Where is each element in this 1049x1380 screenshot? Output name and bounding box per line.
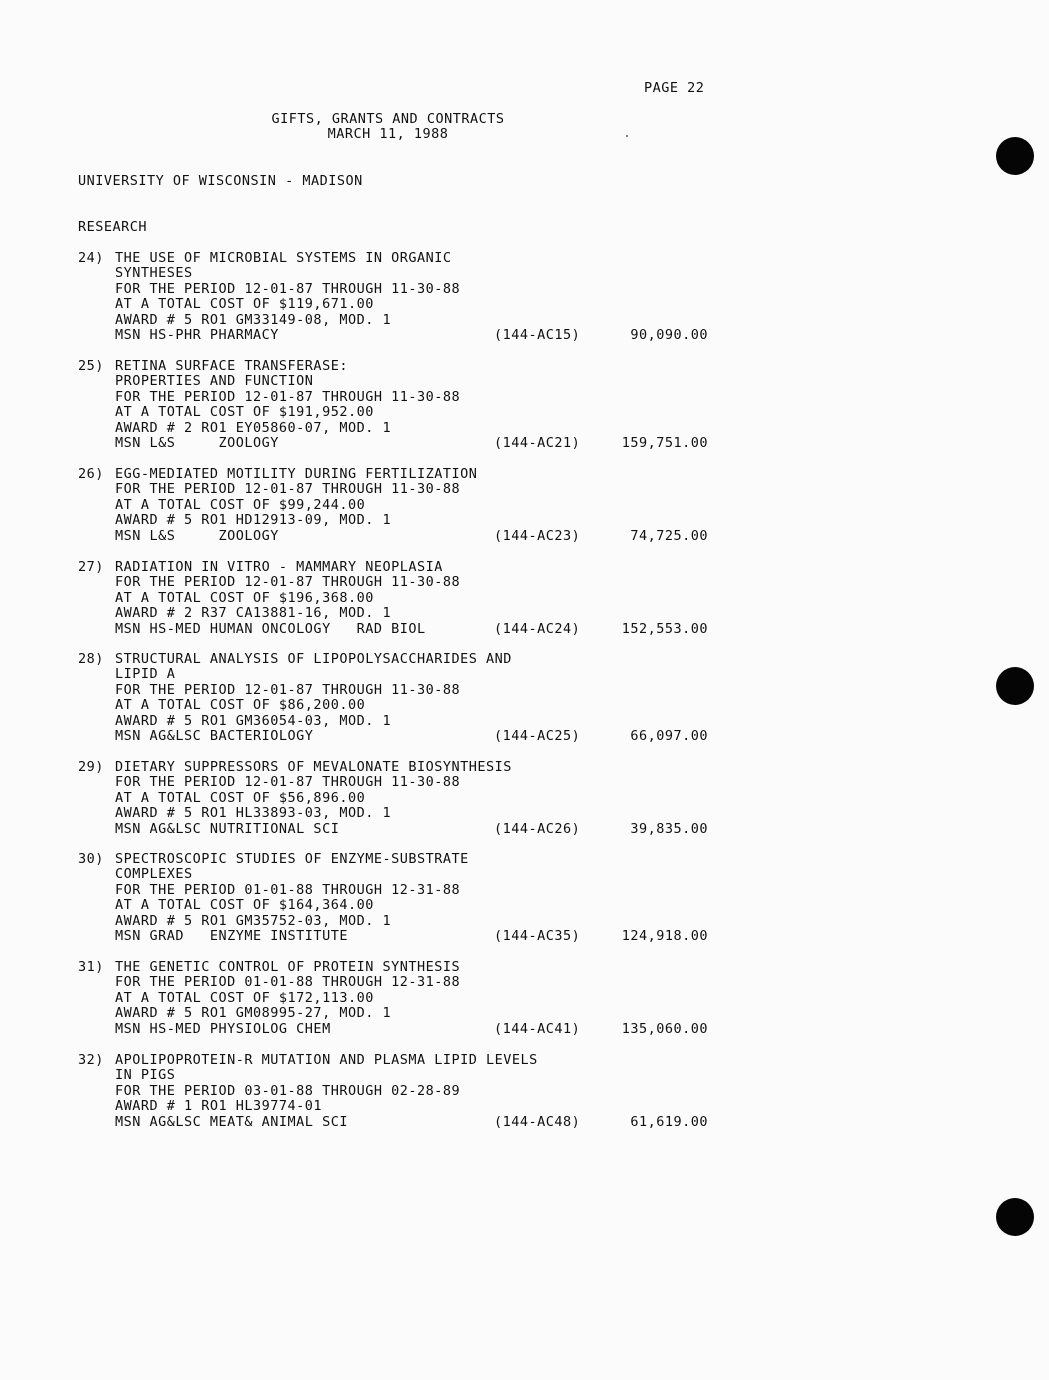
entry-account: (144-AC21) [494, 434, 581, 451]
entry-line [78, 1053, 718, 1068]
section-heading: RESEARCH [78, 219, 148, 235]
entry-line [78, 867, 718, 882]
entry-line [78, 513, 718, 528]
entry-amount: 124,918.00 [621, 927, 708, 944]
entry-title: SPECTROSCOPIC STUDIES OF ENZYME-SUBSTRATE [115, 851, 469, 867]
grant-entry [78, 560, 718, 637]
paper-speck [626, 135, 628, 137]
entry-amount: 159,751.00 [621, 434, 708, 451]
grant-entry [78, 359, 718, 451]
entry-total-cost: AT A TOTAL COST OF $86,200.00 [115, 697, 366, 714]
entry-period: FOR THE PERIOD 01-01-88 THROUGH 12-31-88 [115, 974, 461, 991]
entry-award: AWARD # 1 RO1 HL39774-01 [115, 1098, 323, 1115]
entry-line [78, 1006, 718, 1021]
entry-account: (144-AC41) [494, 1020, 581, 1037]
entry-award: AWARD # 5 RO1 HD12913-09, MOD. 1 [115, 512, 392, 529]
entry-line [78, 775, 718, 790]
entry-number: 29) [78, 759, 104, 775]
entry-line [78, 606, 718, 621]
entry-title: LIPID A [115, 666, 176, 683]
entry-line [78, 960, 718, 975]
entry-title: RETINA SURFACE TRANSFERASE: [115, 358, 348, 374]
entry-period: FOR THE PERIOD 03-01-88 THROUGH 02-28-89 [115, 1082, 461, 1099]
entry-line [78, 1068, 718, 1083]
entry-period: FOR THE PERIOD 12-01-87 THROUGH 11-30-88 [115, 280, 461, 297]
entry-number: 28) [78, 651, 104, 667]
entry-line [78, 929, 718, 944]
entry-line [78, 467, 718, 482]
entry-department: MSN AG&LSC BACTERIOLOGY [115, 727, 314, 744]
entry-amount: 61,619.00 [630, 1113, 708, 1130]
entry-line [78, 529, 718, 544]
entry-number: 32) [78, 1052, 104, 1068]
entry-title: SYNTHESES [115, 265, 193, 282]
entry-line [78, 405, 718, 420]
entry-total-cost: AT A TOTAL COST OF $99,244.00 [115, 496, 366, 513]
entry-title: PROPERTIES AND FUNCTION [115, 373, 314, 390]
entry-department: MSN AG&LSC MEAT& ANIMAL SCI [115, 1113, 348, 1130]
entry-line [78, 328, 718, 343]
grant-entry [78, 760, 718, 837]
entry-line [78, 482, 718, 497]
entry-department: MSN HS-MED PHYSIOLOG CHEM [115, 1020, 331, 1037]
entry-award: AWARD # 5 RO1 HL33893-03, MOD. 1 [115, 805, 392, 822]
entry-line [78, 390, 718, 405]
entry-total-cost: AT A TOTAL COST OF $119,671.00 [115, 296, 374, 313]
entry-award: AWARD # 2 R37 CA13881-16, MOD. 1 [115, 605, 392, 622]
entry-line [78, 436, 718, 451]
entry-amount: 135,060.00 [621, 1020, 708, 1037]
entry-title: COMPLEXES [115, 866, 193, 883]
grant-entry [78, 251, 718, 343]
entry-number: 26) [78, 466, 104, 482]
entry-award: AWARD # 2 RO1 EY05860-07, MOD. 1 [115, 419, 392, 436]
entry-account: (144-AC25) [494, 727, 581, 744]
entry-line [78, 560, 718, 575]
entry-account: (144-AC23) [494, 527, 581, 544]
entry-line [78, 297, 718, 312]
entry-line [78, 313, 718, 328]
page-number: PAGE 22 [644, 80, 705, 96]
entry-period: FOR THE PERIOD 12-01-87 THROUGH 11-30-88 [115, 774, 461, 791]
entry-amount: 39,835.00 [630, 820, 708, 837]
grant-entry [78, 1053, 718, 1130]
entry-period: FOR THE PERIOD 12-01-87 THROUGH 11-30-88 [115, 681, 461, 698]
entry-line [78, 698, 718, 713]
entry-title: EGG-MEDIATED MOTILITY DURING FERTILIZATION [115, 466, 478, 482]
entry-amount: 66,097.00 [630, 727, 708, 744]
entry-award: AWARD # 5 RO1 GM36054-03, MOD. 1 [115, 712, 392, 729]
grant-entry [78, 960, 718, 1037]
entry-line [78, 991, 718, 1006]
entry-line [78, 822, 718, 837]
entry-award: AWARD # 5 RO1 GM35752-03, MOD. 1 [115, 912, 392, 929]
entry-department: MSN GRAD ENZYME INSTITUTE [115, 927, 348, 944]
entry-line [78, 622, 718, 637]
entry-line [78, 498, 718, 513]
entry-line [78, 359, 718, 374]
entry-line [78, 1022, 718, 1037]
grant-entry [78, 652, 718, 744]
entry-title: THE GENETIC CONTROL OF PROTEIN SYNTHESIS [115, 959, 461, 975]
entry-amount: 74,725.00 [630, 527, 708, 544]
entry-line [78, 652, 718, 667]
entry-total-cost: AT A TOTAL COST OF $191,952.00 [115, 404, 374, 421]
entry-account: (144-AC35) [494, 927, 581, 944]
entry-department: MSN AG&LSC NUTRITIONAL SCI [115, 820, 340, 837]
entry-line [78, 683, 718, 698]
entry-line [78, 729, 718, 744]
entry-line [78, 714, 718, 729]
report-title: GIFTS, GRANTS AND CONTRACTS [271, 111, 505, 127]
institution-name: UNIVERSITY OF WISCONSIN - MADISON [78, 173, 363, 189]
entry-title: THE USE OF MICROBIAL SYSTEMS IN ORGANIC [115, 250, 452, 266]
entry-line [78, 883, 718, 898]
entry-award: AWARD # 5 RO1 GM08995-27, MOD. 1 [115, 1005, 392, 1022]
punch-hole-middle [996, 667, 1034, 705]
entry-line [78, 421, 718, 436]
entry-period: FOR THE PERIOD 12-01-87 THROUGH 11-30-88 [115, 388, 461, 405]
entry-department: MSN HS-PHR PHARMACY [115, 326, 279, 343]
entry-account: (144-AC26) [494, 820, 581, 837]
entry-number: 25) [78, 358, 104, 374]
entry-title: STRUCTURAL ANALYSIS OF LIPOPOLYSACCHARIDES AND [115, 651, 512, 667]
entry-line [78, 1115, 718, 1130]
grant-entry [78, 852, 718, 944]
entry-total-cost: AT A TOTAL COST OF $56,896.00 [115, 789, 366, 806]
report-date: MARCH 11, 1988 [327, 126, 449, 142]
punch-hole-bottom [996, 1198, 1034, 1236]
entry-title: DIETARY SUPPRESSORS OF MEVALONATE BIOSYNTHESIS [115, 759, 512, 775]
entry-line [78, 575, 718, 590]
entry-line [78, 1099, 718, 1114]
entry-line [78, 591, 718, 606]
entry-title: APOLIPOPROTEIN-R MUTATION AND PLASMA LIPID LEVELS [115, 1052, 538, 1068]
entry-line [78, 266, 718, 281]
entry-number: 31) [78, 959, 104, 975]
entry-line [78, 667, 718, 682]
entry-account: (144-AC48) [494, 1113, 581, 1130]
entry-number: 24) [78, 250, 104, 266]
entry-number: 30) [78, 851, 104, 867]
entry-line [78, 760, 718, 775]
entry-number: 27) [78, 559, 104, 575]
entry-award: AWARD # 5 RO1 GM33149-08, MOD. 1 [115, 311, 392, 328]
entry-line [78, 852, 718, 867]
entry-line [78, 1084, 718, 1099]
entry-amount: 90,090.00 [630, 326, 708, 343]
entry-department: MSN L&S ZOOLOGY [115, 527, 279, 544]
entry-amount: 152,553.00 [621, 620, 708, 637]
entry-line [78, 806, 718, 821]
entry-line [78, 282, 718, 297]
entry-account: (144-AC24) [494, 620, 581, 637]
entry-department: MSN HS-MED HUMAN ONCOLOGY RAD BIOL [115, 620, 426, 637]
entry-total-cost: AT A TOTAL COST OF $196,368.00 [115, 589, 374, 606]
entry-line [78, 374, 718, 389]
entry-department: MSN L&S ZOOLOGY [115, 434, 279, 451]
entry-line [78, 251, 718, 266]
entry-total-cost: AT A TOTAL COST OF $172,113.00 [115, 989, 374, 1006]
grant-entry [78, 467, 718, 544]
entry-line [78, 975, 718, 990]
entry-period: FOR THE PERIOD 12-01-87 THROUGH 11-30-88 [115, 481, 461, 498]
entry-title: IN PIGS [115, 1067, 176, 1084]
entry-period: FOR THE PERIOD 01-01-88 THROUGH 12-31-88 [115, 881, 461, 898]
entry-line [78, 791, 718, 806]
punch-hole-top [996, 137, 1034, 175]
entry-title: RADIATION IN VITRO - MAMMARY NEOPLASIA [115, 559, 443, 575]
entry-line [78, 914, 718, 929]
entry-period: FOR THE PERIOD 12-01-87 THROUGH 11-30-88 [115, 574, 461, 591]
entry-line [78, 898, 718, 913]
entry-account: (144-AC15) [494, 326, 581, 343]
entry-total-cost: AT A TOTAL COST OF $164,364.00 [115, 897, 374, 914]
